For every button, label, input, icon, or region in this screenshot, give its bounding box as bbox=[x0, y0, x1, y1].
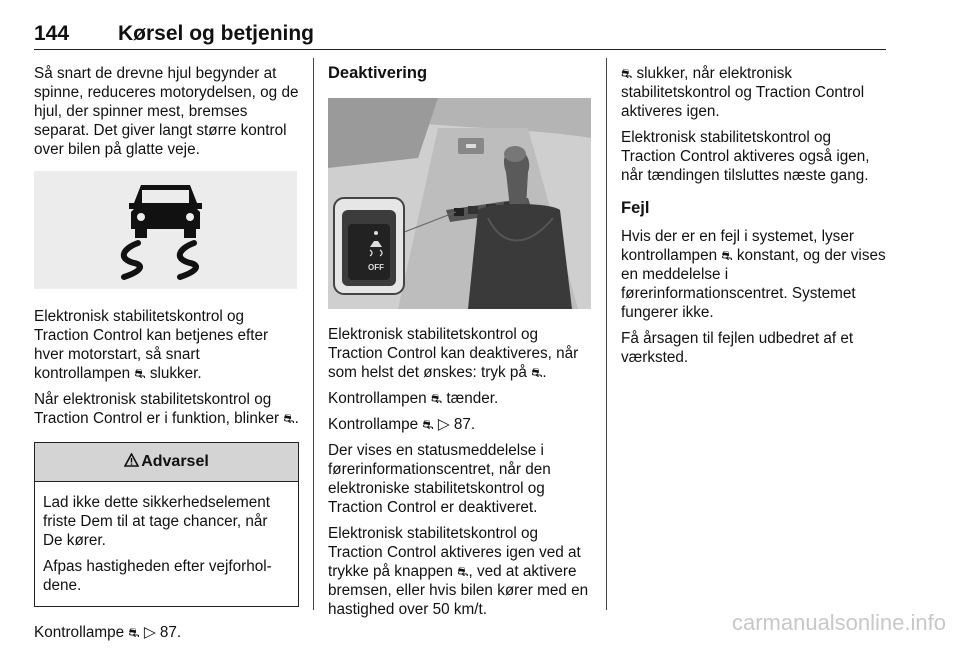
lamp-on-paragraph: Kontrollampen ⛐ tænder. bbox=[328, 390, 499, 407]
esc-off-icon: ⛐ bbox=[283, 411, 295, 426]
page-reference-link[interactable]: 87. bbox=[159, 624, 182, 641]
esc-off-icon: ⛐ bbox=[128, 625, 140, 640]
blink-paragraph: Når elektronisk stabilitetskontrol og Traction Control er i funktion, blinker ⛐. bbox=[34, 391, 299, 427]
section-heading: Fejl bbox=[621, 199, 650, 217]
workshop-paragraph: Få årsagen til fejlen udbedret af et værksted. bbox=[621, 330, 854, 366]
esc-off-icon: ⛐ bbox=[134, 366, 146, 381]
ignition-paragraph: Elektronisk stabilitetskontrol og Traction Control aktiveres også igen, når tændingen tilsluttes næste gang. bbox=[621, 129, 870, 184]
traction-control-illustration bbox=[34, 171, 297, 289]
esc-off-button-icon: ⛐ bbox=[621, 66, 633, 81]
deactivate-paragraph: Elektronisk stabilitetskontrol og Traction Control kan deaktiveres, når som helst det ønskes: tryk på ⛐. bbox=[328, 326, 579, 381]
warning-box bbox=[34, 442, 299, 607]
lamp-off-paragraph: ⛐ slukker, når elektronisk stabilitetskontrol og Traction Control aktiveres igen. bbox=[621, 65, 865, 120]
console-photo bbox=[328, 98, 591, 309]
warning-header bbox=[35, 443, 298, 482]
esc-off-icon: ⛐ bbox=[721, 248, 733, 263]
header-rule bbox=[34, 49, 886, 50]
page-reference-arrow-icon: ▷ bbox=[143, 624, 156, 641]
operation-paragraph: Elektronisk stabilitetskontrol og Traction Control kan betjenes efter hver motorstart, så snart kontrollampen ⛐ slukker. bbox=[34, 308, 269, 382]
page-number: 144 bbox=[34, 22, 70, 45]
esc-off-button-icon: ⛐ bbox=[531, 365, 543, 380]
lamp-reference: Kontrollampe ⛐ ▷ 87. bbox=[34, 624, 182, 641]
column-1 bbox=[34, 64, 299, 649]
warning-body bbox=[35, 482, 298, 606]
off-button-label: OFF bbox=[368, 263, 384, 272]
page-reference-link[interactable]: 87. bbox=[453, 416, 476, 433]
intro-paragraph: Så snart de drevne hjul begynder at spinne, reduceres motorydelsen, og de hjul, der spinner mest, bremses separat. Det giver langt større kontrol over bilen på glatte veje. bbox=[34, 65, 299, 158]
esc-off-button-icon: ⛐ bbox=[422, 417, 434, 432]
warning-triangle-icon bbox=[124, 453, 139, 467]
column-divider bbox=[313, 58, 314, 610]
section-heading: Deaktivering bbox=[328, 64, 428, 82]
page-header bbox=[34, 20, 886, 50]
esc-off-button-icon: ⛐ bbox=[457, 564, 469, 579]
skidding-car-icon bbox=[34, 171, 297, 289]
lamp-reference: Kontrollampe ⛐ ▷ 87. bbox=[328, 416, 476, 433]
page-reference-arrow-icon: ▷ bbox=[437, 416, 450, 433]
warning-text: Lad ikke dette sikkerhedselement friste Dem til at tage chancer, når De kører. bbox=[43, 494, 271, 549]
reactivate-paragraph: Elektronisk stabilitetskontrol og Traction Control aktiveres igen ved at trykke på knappen ⛐, ved at aktivere bremsen, eller hvis bilen kører med en hastighed over 50 km/t. bbox=[328, 525, 589, 618]
watermark: carmanualsonline.info bbox=[731, 610, 946, 635]
esc-off-button-icon: ⛐ bbox=[430, 391, 443, 406]
status-message-paragraph: Der vises en statusmeddelelse i førerinformationscentret, når den elektroniske stabilitetskontrol og Traction Control er deaktiveret. bbox=[328, 442, 551, 516]
warning-text: Afpas hastigheden efter vejforhol-dene. bbox=[43, 558, 272, 594]
fault-paragraph: Hvis der er en fejl i systemet, lyser kontrollampen ⛐ konstant, og der vises en meddelelse i førerinformationscentret. Systemet fungerer ikke. bbox=[621, 228, 886, 321]
column-2 bbox=[328, 64, 591, 626]
column-divider bbox=[606, 58, 607, 610]
chapter-title: Kørsel og betjening bbox=[118, 22, 315, 45]
warning-title: Advarsel bbox=[141, 453, 209, 470]
column-3 bbox=[621, 64, 886, 374]
